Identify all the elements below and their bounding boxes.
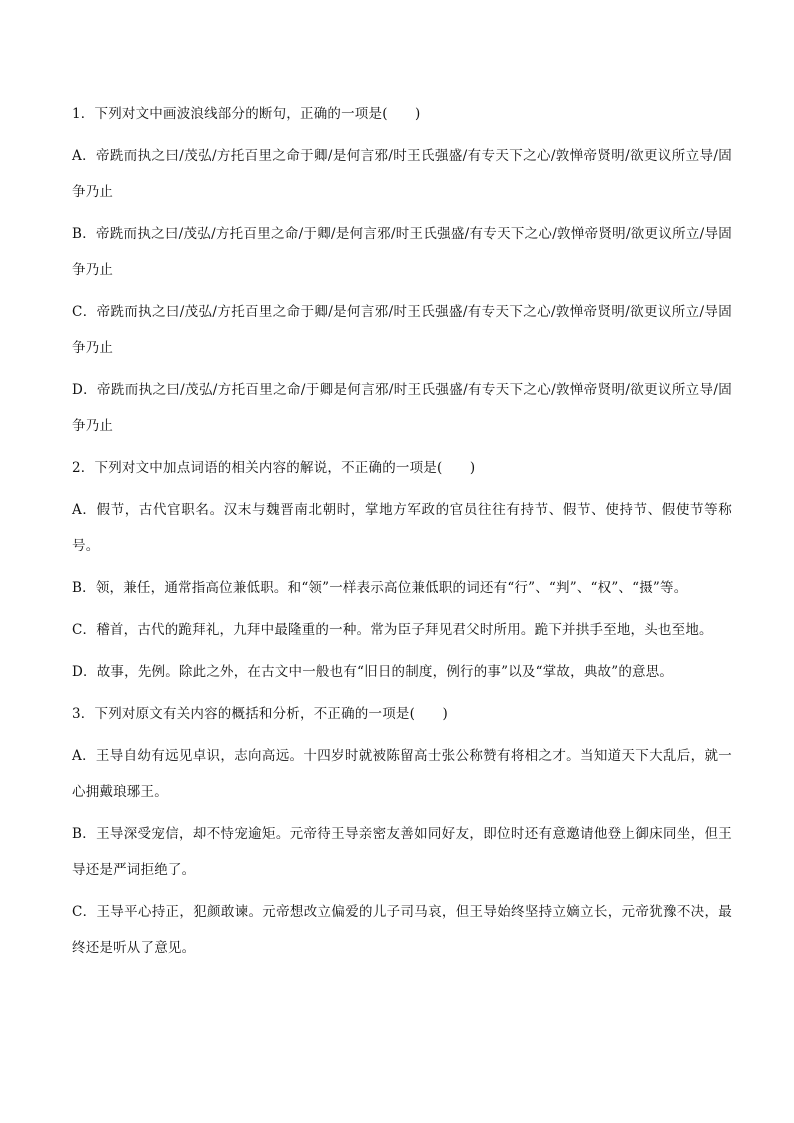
question-3-stem: 3．下列对原文有关内容的概括和分析，不正确的一项是( ) (72, 706, 448, 722)
question-2-option-d: D．故事，先例。除此之外，在古文中一般也有“旧日的制度，例行的事”以及“掌故，典故”的意思。 (72, 664, 674, 680)
document-content (72, 96, 732, 972)
question-1-option-b: B．帝跣而执之曰/茂弘/方托百里之命/于卿/是何言邪/时王氏强盛/有专天下之心/敦惮帝贤明/欲更议所立/导固争乃止 (72, 226, 732, 278)
question-1-stem: 1．下列对文中画波浪线部分的断句，正确的一项是( ) (72, 106, 421, 122)
question-2-option-b: B．领，兼任，通常指高位兼低职。和“领”一样表示高位兼低职的词还有“行”、“判”、“权”、“摄”等。 (72, 580, 688, 596)
question-2-option-a: A．假节，古代官职名。汉末与魏晋南北朝时，掌地方军政的官员往往有持节、假节、使持节、假使节等称号。 (72, 502, 732, 554)
question-2-stem: 2．下列对文中加点词语的相关内容的解说，不正确的一项是( ) (72, 460, 476, 476)
question-1-option-c: C．帝跣而执之曰/茂弘/方托百里之命于卿/是何言邪/时王氏强盛/有专天下之心/敦惮帝贤明/欲更议所立/导固争乃止 (72, 304, 732, 356)
question-3-option-c: C．王导平心持正，犯颜敢谏。元帝想改立偏爱的儿子司马哀，但王导始终坚持立嫡立长，元帝犹豫不决，最终还是听从了意见。 (72, 904, 732, 956)
question-1-option-d: D．帝跣而执之曰/茂弘/方托百里之命/于卿是何言邪/时王氏强盛/有专天下之心/敦惮帝贤明/欲更议所立导/固争乃止 (72, 382, 732, 434)
question-2-option-c: C．稽首，古代的跪拜礼，九拜中最隆重的一种。常为臣子拜见君父时所用。跪下并拱手至地，头也至地。 (72, 622, 713, 638)
question-3-option-a: A．王导自幼有远见卓识，志向高远。十四岁时就被陈留高士张公称赞有将相之才。当知道天下大乱后，就一心拥戴琅琊王。 (72, 748, 732, 800)
question-1-option-a: A．帝跣而执之曰/茂弘/方托百里之命于卿/是何言邪/时王氏强盛/有专天下之心/敦惮帝贤明/欲更议所立导/固争乃止 (72, 148, 732, 200)
question-3-option-b: B．王导深受宠信，却不恃宠逾矩。元帝待王导亲密友善如同好友，即位时还有意邀请他登上御床同坐，但王导还是严词拒绝了。 (72, 826, 732, 878)
